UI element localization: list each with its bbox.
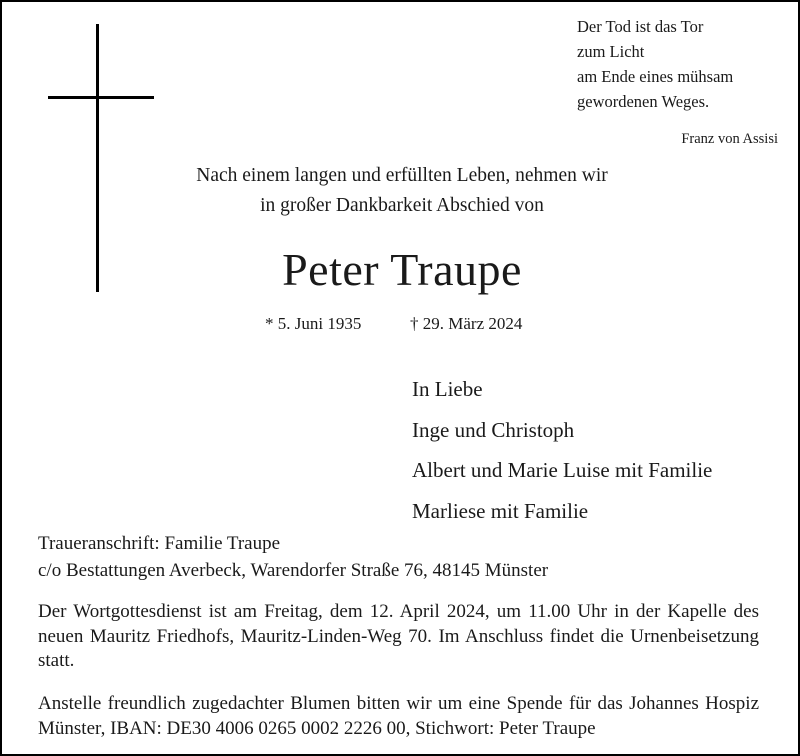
quote-line: zum Licht: [577, 42, 645, 61]
mourners-list: [412, 369, 712, 531]
cross-icon-horizontal-bar: [48, 96, 154, 99]
service-paragraph: Der Wortgottesdienst ist am Freitag, dem 12. April 2024, um 11.00 Uhr in der Kapelle des neuen Mauritz Friedhofs, Mauritz-Linden-Weg 70. Im Anschluss findet die Urnenbeisetzung statt.: [38, 601, 759, 671]
intro-line-1: Nach einem langen und erfüllten Leben, nehmen wir: [196, 165, 608, 186]
mourner-line: Marliese mit Familie: [412, 498, 589, 523]
quote: [577, 14, 733, 114]
quote-line: gewordenen Weges.: [577, 92, 710, 111]
quote-author: Franz von Assisi: [681, 131, 778, 147]
birth-date: * 5. Juni 1935: [265, 314, 362, 333]
mourner-line: In Liebe: [412, 377, 483, 401]
mourner-line: Albert und Marie Luise mit Familie: [412, 458, 713, 482]
deceased-name: Peter Traupe: [282, 244, 522, 295]
intro-line-2: in großer Dankbarkeit Abschied von: [260, 195, 544, 216]
quote-line: Der Tod ist das Tor: [577, 17, 704, 36]
mourner-line: Inge und Christoph: [412, 417, 575, 442]
address-line-2: c/o Bestattungen Averbeck, Warendorfer Straße 76, 48145 Münster: [38, 560, 549, 581]
quote-line: am Ende eines mühsam: [577, 67, 734, 86]
intro-text: [2, 161, 800, 221]
address-line-1: Traueranschrift: Familie Traupe: [38, 533, 281, 554]
death-date: † 29. März 2024: [410, 314, 523, 333]
donation-paragraph: Anstelle freundlich zugedachter Blumen bitten wir um eine Spende für das Johannes Hospiz Münster, IBAN: DE30 4006 0265 0002 2226 00, Stichwort: Peter Traupe: [38, 693, 759, 739]
mourning-address: [38, 530, 548, 584]
